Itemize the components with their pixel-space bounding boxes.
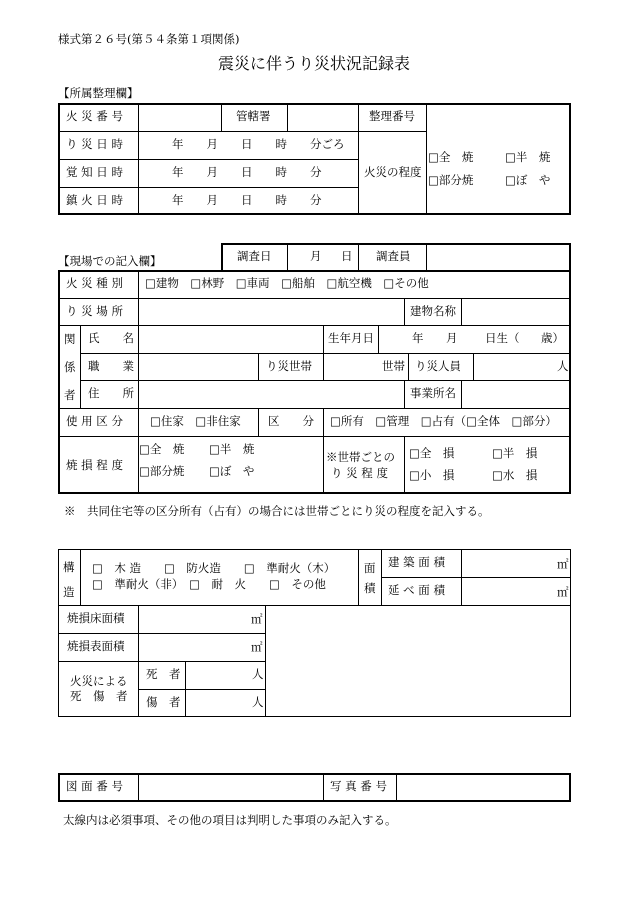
damage-small[interactable]: □小 損 bbox=[409, 468, 455, 482]
burn-degree-label: 焼 損 程 度 bbox=[66, 458, 123, 472]
household-label: り災世帯 bbox=[266, 359, 312, 373]
person-name-field[interactable] bbox=[140, 327, 321, 351]
birth-age[interactable]: 歳） bbox=[541, 331, 564, 345]
detection-datetime-field[interactable]: 年 月 日 時 分 bbox=[172, 165, 322, 179]
section1-header: 【所属整理欄】 bbox=[58, 86, 139, 100]
kankeisha-char-3: 者 bbox=[64, 388, 76, 402]
occupation-label: 職 業 bbox=[88, 359, 134, 373]
injured-unit[interactable]: 人 bbox=[252, 695, 264, 709]
detection-datetime-label: 覚 知 日 時 bbox=[66, 165, 123, 179]
footer-note: 太線内は必須事項、その他の項目は判明した事項のみ記入する。 bbox=[63, 813, 397, 827]
burn-full[interactable]: □全 焼 bbox=[139, 442, 185, 456]
drawing-number-label: 図 面 番 号 bbox=[66, 779, 123, 793]
usage-label: 使 用 区 分 bbox=[66, 414, 123, 428]
household-degree-label-1: ※世帯ごとの bbox=[326, 450, 395, 464]
burnt-floor-unit[interactable]: ㎡ bbox=[251, 612, 263, 626]
burn-partial[interactable]: □部分焼 bbox=[139, 464, 185, 478]
persons-unit[interactable]: 人 bbox=[557, 359, 569, 373]
casualty-label-2: 死 傷 者 bbox=[70, 689, 128, 703]
burn-half[interactable]: □半 焼 bbox=[209, 442, 255, 456]
survey-date-label: 調査日 bbox=[237, 249, 272, 263]
floor-area-label: 延 べ 面 積 bbox=[388, 583, 445, 597]
area-char-2: 積 bbox=[364, 581, 376, 595]
office-name-field[interactable] bbox=[463, 382, 569, 406]
birth-month[interactable]: 月 bbox=[446, 331, 458, 345]
location-field[interactable] bbox=[140, 300, 402, 324]
persons-label: り災人員 bbox=[415, 359, 461, 373]
injured-label: 傷 者 bbox=[146, 695, 181, 709]
extinguish-datetime-label: 鎮 火 日 時 bbox=[66, 193, 123, 207]
damage-half[interactable]: □半 損 bbox=[492, 446, 538, 460]
kankeisha-char-1: 関 bbox=[64, 332, 76, 346]
section2-header: 【現場での記入欄】 bbox=[58, 254, 162, 268]
photo-number-label: 写 真 番 号 bbox=[330, 779, 387, 793]
building-area-label: 建 築 面 積 bbox=[388, 555, 445, 569]
form-number: 様式第２６号(第５４条第１項関係) bbox=[58, 32, 240, 46]
building-name-field[interactable] bbox=[463, 300, 569, 324]
fire-degree-partial[interactable]: □部分焼 bbox=[428, 173, 474, 187]
office-name-label: 事業所名 bbox=[410, 386, 456, 400]
occupation-field[interactable] bbox=[140, 355, 256, 378]
fire-degree-half[interactable]: □半 焼 bbox=[505, 150, 551, 164]
household-unit[interactable]: 世帯 bbox=[382, 359, 405, 373]
address-label: 住 所 bbox=[88, 386, 134, 400]
photo-number-field[interactable] bbox=[398, 775, 568, 799]
fire-degree-small[interactable]: □ぼ や bbox=[505, 173, 551, 187]
damage-water[interactable]: □水 損 bbox=[492, 468, 538, 482]
burnt-surface-unit[interactable]: ㎡ bbox=[251, 640, 263, 654]
surveyor-field[interactable] bbox=[428, 245, 568, 269]
fire-number-field[interactable] bbox=[140, 105, 220, 129]
burnt-floor-label: 焼損床面積 bbox=[67, 611, 125, 625]
extinguish-datetime-field[interactable]: 年 月 日 時 分 bbox=[172, 193, 322, 207]
drawing-number-field[interactable] bbox=[140, 775, 321, 799]
person-name-label: 氏 名 bbox=[88, 331, 134, 345]
address-field[interactable] bbox=[140, 382, 402, 406]
survey-month[interactable]: 月 bbox=[310, 249, 322, 263]
note-text: ※ 共同住宅等の区分所有（占有）の場合には世帯ごとにり災の程度を記入する。 bbox=[64, 504, 490, 518]
page-title: 震災に伴うり災状況記録表 bbox=[218, 54, 411, 73]
station-label: 管轄署 bbox=[236, 109, 271, 123]
birth-day[interactable]: 日生（ bbox=[485, 331, 520, 345]
damage-full[interactable]: □全 損 bbox=[409, 446, 455, 460]
fire-datetime-label: り 災 日 時 bbox=[66, 137, 123, 151]
structure-options-row1[interactable]: □ 木 造 □ 防火造 □ 準耐火（木） bbox=[92, 561, 336, 575]
division-options[interactable]: □所有 □管理 □占有（□全体 □部分） bbox=[330, 414, 557, 428]
station-field[interactable] bbox=[289, 105, 357, 129]
division-label: 区 分 bbox=[268, 414, 314, 428]
fire-datetime-field[interactable]: 年 月 日 時 分ごろ bbox=[172, 137, 345, 151]
structure-char-1: 構 bbox=[63, 560, 75, 574]
usage-options[interactable]: □住家 □非住家 bbox=[150, 414, 241, 428]
fire-type-options[interactable]: □建物 □林野 □車両 □船舶 □航空機 □その他 bbox=[145, 276, 429, 290]
reg-number-label: 整理番号 bbox=[369, 109, 415, 123]
casualty-label-1: 火災による bbox=[70, 674, 128, 688]
household-degree-label-2: り 災 程 度 bbox=[331, 466, 388, 480]
area-char-1: 面 bbox=[364, 561, 376, 575]
dead-unit[interactable]: 人 bbox=[252, 667, 264, 681]
floor-area-unit[interactable]: ㎡ bbox=[557, 585, 569, 599]
location-label: り 災 場 所 bbox=[66, 304, 123, 318]
structure-char-2: 造 bbox=[63, 585, 75, 599]
fire-number-label: 火 災 番 号 bbox=[66, 109, 123, 123]
structure-options-row2[interactable]: □ 準耐火（非） □ 耐 火 □ その他 bbox=[92, 577, 326, 591]
reg-number-field[interactable] bbox=[428, 105, 568, 129]
burnt-surface-label: 焼損表面積 bbox=[67, 639, 125, 653]
birth-date-label: 生年月日 bbox=[328, 331, 374, 345]
birth-year[interactable]: 年 bbox=[412, 331, 424, 345]
fire-degree-label: 火災の程度 bbox=[364, 165, 422, 179]
fire-degree-full[interactable]: □全 焼 bbox=[428, 150, 474, 164]
kankeisha-char-2: 係 bbox=[64, 360, 76, 374]
survey-day[interactable]: 日 bbox=[341, 249, 353, 263]
fire-type-label: 火 災 種 別 bbox=[66, 276, 123, 290]
dead-label: 死 者 bbox=[146, 667, 181, 681]
surveyor-label: 調査員 bbox=[376, 249, 411, 263]
burn-small[interactable]: □ぼ や bbox=[209, 464, 255, 478]
building-area-unit[interactable]: ㎡ bbox=[557, 557, 569, 571]
building-name-label: 建物名称 bbox=[410, 304, 456, 318]
